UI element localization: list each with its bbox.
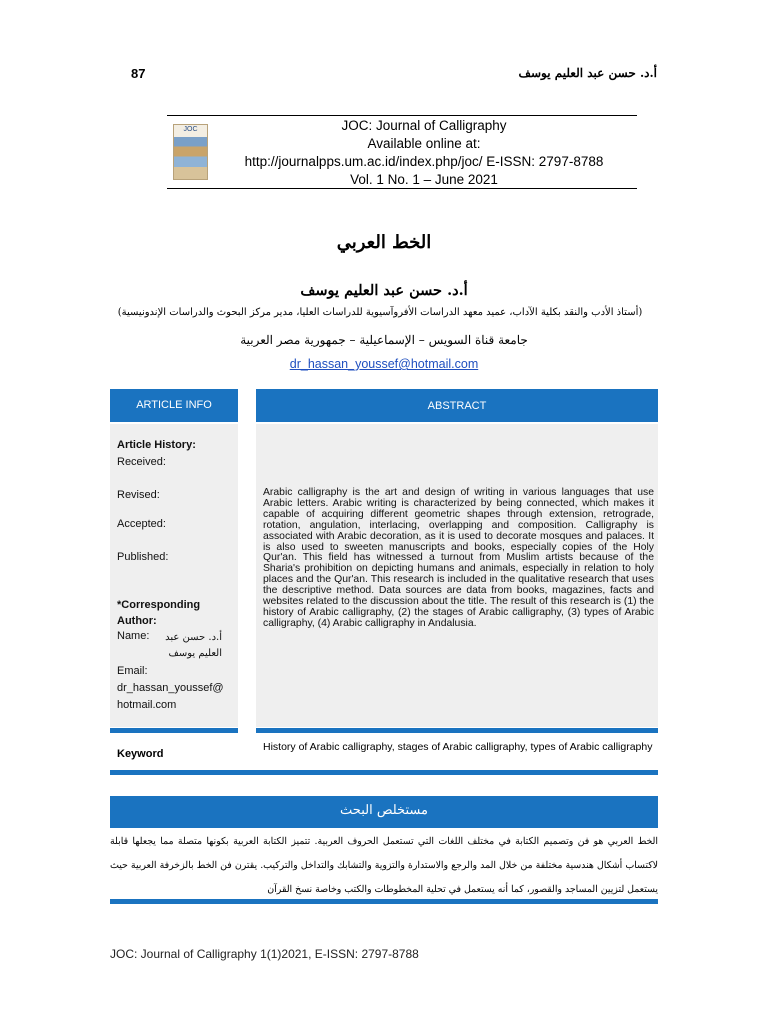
journal-volume: Vol. 1 No. 1 – June 2021 xyxy=(350,172,498,187)
history-label: Article History: xyxy=(117,439,196,451)
journal-header xyxy=(167,115,637,189)
journal-availability: Available online at: xyxy=(367,136,481,151)
article-info-header: ARTICLE INFO xyxy=(110,389,238,422)
abstract-divider xyxy=(256,728,658,733)
page-footer: JOC: Journal of Calligraphy 1(1)2021, E-ISSN: 2797-8788 xyxy=(110,947,419,961)
info-divider xyxy=(110,728,238,733)
email-value-line2: hotmail.com xyxy=(117,699,177,711)
university: جامعة قناة السويس – الإسماعيلية – جمهورية مصر العربية xyxy=(240,333,528,347)
author-affiliation: (أستاذ الأدب والنقد بكلية الآداب، عميد معهد الدراسات الأفروآسيوية للدراسات العليا، مدير مركز البحوث والدراسات الإندونيسية) xyxy=(117,307,643,318)
journal-info xyxy=(211,117,637,189)
keyword-text: History of Arabic calligraphy, stages of Arabic calligraphy, types of Arabic calligraphy xyxy=(263,741,653,753)
journal-name: JOC: Journal of Calligraphy xyxy=(341,118,507,133)
running-head: أ.د. حسن عبد العليم يوسف xyxy=(518,66,657,80)
abstract-text: Arabic calligraphy is the art and design of writing in various languages that use Arabic letters. Arabic writing is characterized by being connected, which makes it capable of acquiring different geometric shapes through extension, retrograde, rotation, angulation, interlacing, overlapping and composition. Calligraphy is associated with Arabic decoration, as it is used to decorate mosques and palaces. It is also used to sweeten manuscripts and books, especially copies of the Holy Qur'an. This field has witnessed a turnout from Muslim artists because of the Sharia's prohibition on depicting humans and animals, especially in relation to holy places and the Qur'an. This research is included in the qualitative research that uses the descriptive method. Data sources are data from books, magazines, facts and websites related to the discussion about the title. The result of this research is (1) the history of Arabic calligraphy, (2) the stages of Arabic calligraphy, (3) types of Arabic calligraphy, (4) Arabic calligraphy in Andalusia. xyxy=(263,487,654,629)
arabic-abstract-text: الخط العربي هو فن وتصميم الكتابة في مختلف اللغات التي تستعمل الحروف العربية. تتميز الكتابة العربية بكونها متصلة مما يجعلها قابلة لاكتساب أشكال هندسية مختلفة من خلال المد والرجع والاستدارة والتزوية والتشابك والتداخل والتركيب. يقترن فن الخط بالزخرفة العربية حيث يستعمل لتزيين المساجد والقصور، كما أنه يستعمل في تحلية المخطوطات والكتب وخاصة نسخ القرآن xyxy=(110,836,658,895)
published-label: Published: xyxy=(117,551,169,563)
email-value-line1: dr_hassan_youssef@ xyxy=(117,682,224,694)
arabic-abstract-divider xyxy=(110,899,658,904)
abstract-header: ABSTRACT xyxy=(256,389,658,422)
accepted-label: Accepted: xyxy=(117,518,166,530)
email-label: Email: xyxy=(117,665,148,677)
journal-url[interactable]: http://journalpps.um.ac.id/index.php/joc/ E-ISSN: 2797-8788 xyxy=(244,154,604,169)
journal-logo-text: JOC xyxy=(183,126,198,133)
page-number: 87 xyxy=(131,66,146,81)
corresponding-label: *Corresponding Author: xyxy=(117,599,201,627)
name-value: أ.د. حسن عبد العليم يوسف xyxy=(165,632,222,659)
author-email-link[interactable]: dr_hassan_youssef@hotmail.com xyxy=(289,357,479,371)
journal-logo xyxy=(173,124,208,180)
arabic-abstract-header: مستخلص البحث xyxy=(110,796,658,828)
article-title: الخط العربي xyxy=(336,232,432,253)
name-label: Name: xyxy=(117,630,150,642)
author-name: أ.د. حسن عبد العليم يوسف xyxy=(300,282,468,299)
revised-label: Revised: xyxy=(117,489,160,501)
received-label: Received: xyxy=(117,456,166,468)
keyword-divider xyxy=(110,770,658,775)
keyword-label: Keyword xyxy=(117,748,164,760)
